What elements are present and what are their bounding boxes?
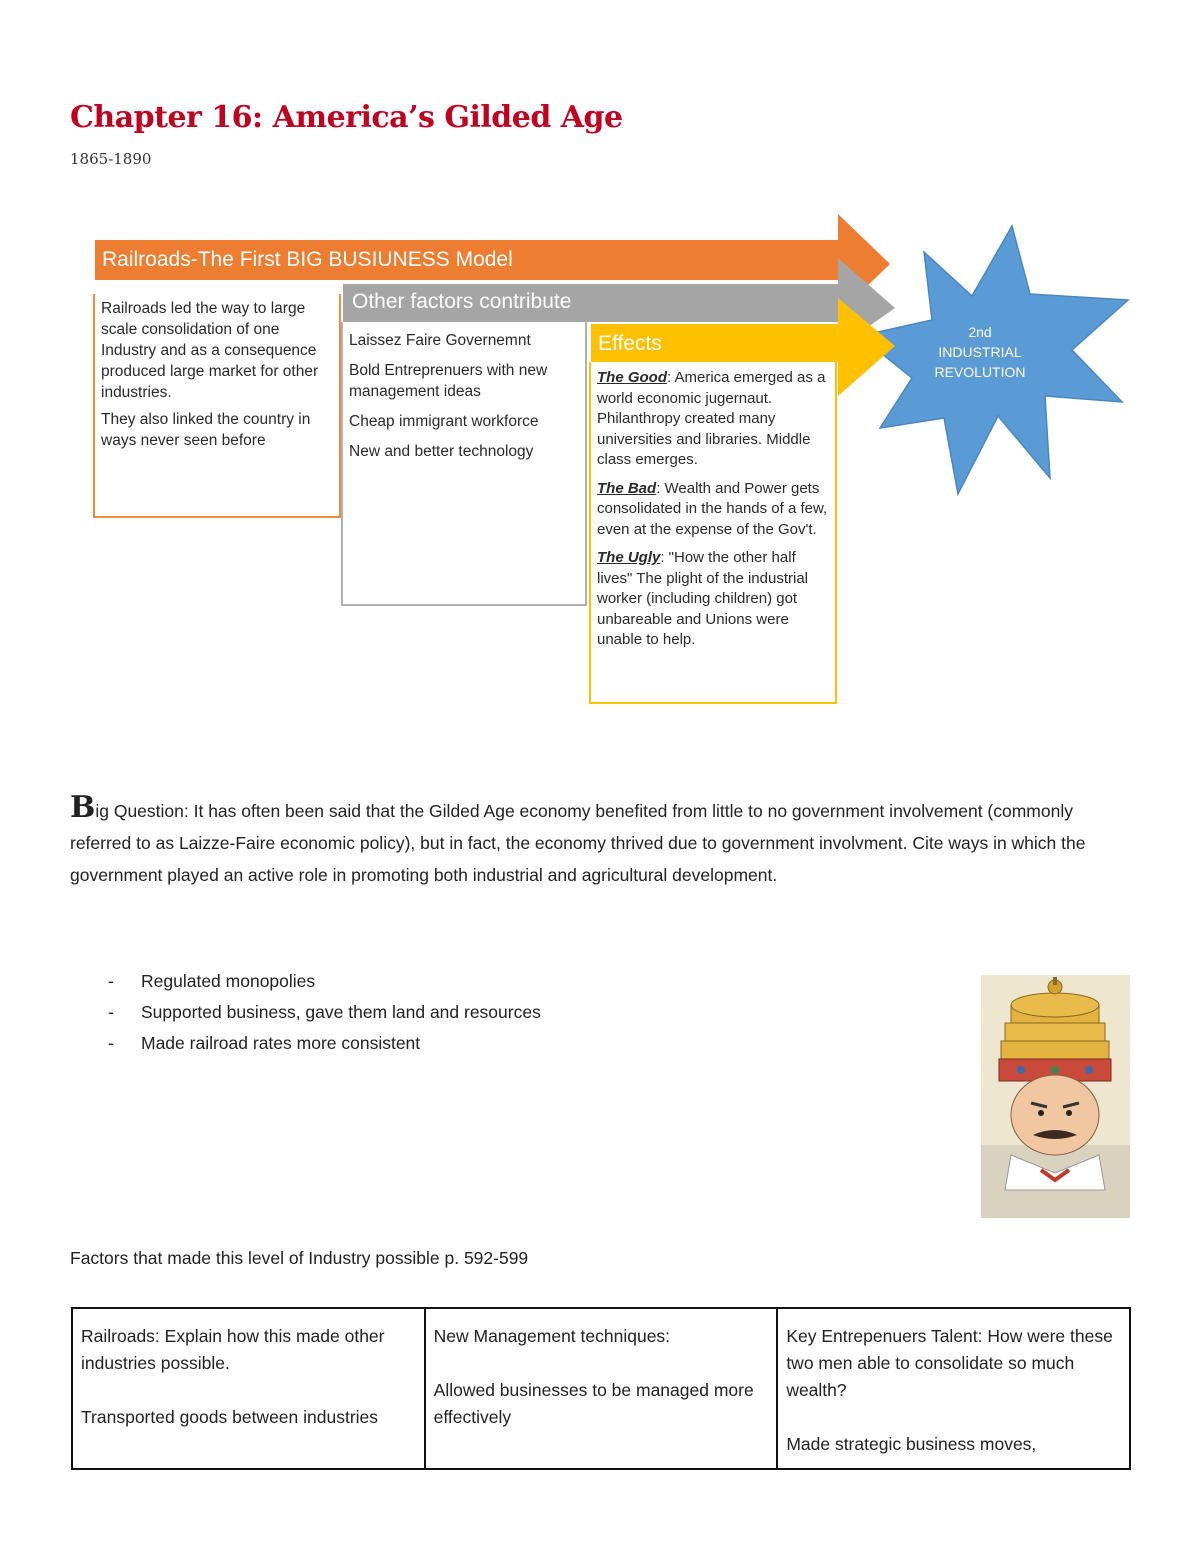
entrepreneurs-answer: Made strategic business moves, xyxy=(786,1434,1037,1454)
effect-good-label: The Good xyxy=(597,369,667,386)
effect-ugly-label: The Ugly xyxy=(597,549,661,566)
entrepreneurs-question: Key Entrepenuers Talent: How were these two men able to consolidate so much wealth? xyxy=(786,1326,1113,1400)
table-cell-management[interactable] xyxy=(425,1308,778,1469)
effect-good xyxy=(597,368,829,471)
starburst-label xyxy=(925,322,1035,382)
factors-table xyxy=(71,1307,1131,1470)
answer-text: Supported business, gave them land and resources xyxy=(141,1002,541,1022)
big-question-paragraph xyxy=(70,792,1130,891)
starburst-line-1: 2nd xyxy=(968,324,992,340)
management-question: New Management techniques: xyxy=(433,1326,671,1346)
table-cell-entrepreneurs[interactable] xyxy=(777,1308,1130,1469)
railroads-box xyxy=(93,294,341,518)
other-factors-box xyxy=(341,322,587,606)
management-answer: Allowed businesses to be managed more effectively xyxy=(433,1380,754,1427)
answer-text: Regulated monopolies xyxy=(141,971,316,991)
big-question-text: ig Question: It has often been said that the Gilded Age economy benefited from little to no government involvement (commonly referred to as Laizze-Faire economic policy), but in fact, the economy thrived due to government involvment. Cite ways in which the government played an active role in promoting both industrial and agricultural development. xyxy=(70,801,1086,885)
effects-box xyxy=(589,362,837,704)
other-factor-item: Laissez Faire Governemnt xyxy=(349,332,531,349)
answer-text: Made railroad rates more consistent xyxy=(141,1033,421,1053)
table-cell-railroads[interactable] xyxy=(72,1308,425,1469)
effect-ugly-text: : "How the other half lives" The plight of the industrial worker (including children) got unbareable and Unions were unable to help. xyxy=(597,549,808,648)
other-factor-item: Cheap immigrant workforce xyxy=(349,413,539,430)
railroads-header: Railroads-The First BIG BUSIUNESS Model xyxy=(102,248,513,271)
starburst-line-3: REVOLUTION xyxy=(934,364,1026,380)
effects-header: Effects xyxy=(598,332,662,355)
effect-bad-text: : Wealth and Power gets consolidated in the hands of a few, even at the expense of the Gov't. xyxy=(597,479,828,538)
other-factor-item: Bold Entreprenuers with new management ideas xyxy=(349,362,548,400)
effect-ugly xyxy=(597,548,829,651)
table-row xyxy=(72,1308,1130,1469)
effect-good-text: : America emerged as a world economic jugernaut. Philanthropy created many universities and libraries. Middle class emerges. xyxy=(597,369,826,468)
other-factor-item: New and better technology xyxy=(349,443,534,460)
railroads-text-2: They also linked the country in ways never seen before xyxy=(101,411,311,449)
starburst-line-2: INDUSTRIAL xyxy=(938,344,1022,360)
page-title: Chapter 16: America’s Gilded Age xyxy=(70,100,623,135)
railroads-answer: Transported goods between industries xyxy=(81,1407,379,1427)
big-question-initial: B xyxy=(70,790,96,825)
effect-bad xyxy=(597,479,829,541)
answer-list xyxy=(108,966,541,1059)
answer-item: - Regulated monopolies xyxy=(108,971,316,991)
effect-bad-label: The Bad xyxy=(597,479,657,497)
answer-item: - Made railroad rates more consistent xyxy=(108,1033,421,1053)
page-subtitle-dates: 1865-1890 xyxy=(70,150,152,168)
political-cartoon-image xyxy=(981,975,1130,1218)
factors-heading: Factors that made this level of Industry possible p. 592-599 xyxy=(70,1248,529,1268)
other-factors-header: Other factors contribute xyxy=(352,290,572,313)
railroads-text-1: Railroads led the way to large scale consolidation of one Industry and as a consequence produced large market for other industries. xyxy=(101,300,319,401)
answer-item: - Supported business, gave them land and resources xyxy=(108,1002,541,1022)
railroads-question: Railroads: Explain how this made other industries possible. xyxy=(81,1326,385,1373)
